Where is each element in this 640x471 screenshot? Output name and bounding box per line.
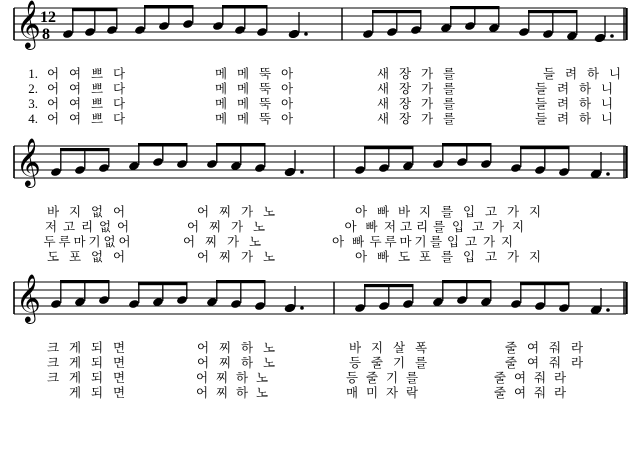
lyric-syllable: 빠 [365,219,378,234]
lyric-syllable: 지 [528,204,542,219]
lyric-syllable: 찌 [208,219,222,234]
lyric-syllable: 찌 [218,204,232,219]
lyric-syllable: 라 [553,370,567,385]
lyric-syllable: 지 [528,249,542,264]
lyric-syllable: 를 [429,234,443,249]
lyric-syllable: 어 [196,340,210,355]
lyric-syllable: 뚝 [258,66,272,81]
lyric-syllable: 가 [240,204,254,219]
lyric-syllable: 아 [280,96,294,111]
lyric-syllable: 여 [68,81,82,96]
lyric-syllable: 들 [534,111,548,126]
lyric-syllable: 라 [570,340,584,355]
lyric-syllable: 여 [513,370,527,385]
lyric-syllable: 포 [418,249,432,264]
lyric-line [12,247,628,262]
lyric-syllable: 하 [578,111,592,126]
lyrics-system-3 [12,338,628,398]
lyric-syllable: 를 [440,204,454,219]
staff-2-notation [12,138,628,200]
lyric-syllable: 뚝 [258,111,272,126]
lyric-syllable: 고 [471,219,485,234]
lyric-syllable: 어 [195,370,209,385]
lyric-syllable: 리 [415,219,429,234]
lyric-syllable: 쁘 [90,111,104,126]
lyric-syllable: 찌 [204,234,218,249]
lyric-syllable: 가 [230,219,244,234]
lyric-syllable: 찌 [215,385,229,400]
lyric-syllable: 도 [397,249,411,264]
lyric-syllable: 리 [80,219,94,234]
lyric-syllable: 노 [255,385,269,400]
music-system-2 [0,138,640,262]
lyric-syllable: 고 [399,219,413,234]
lyric-syllable: 매 [345,385,359,400]
lyric-group [490,383,570,401]
lyric-syllable: 고 [62,219,76,234]
lyric-syllable: 마 [73,234,86,249]
lyric-syllable: 라 [570,355,584,370]
lyric-syllable: 여 [68,66,82,81]
lyric-syllable: 지 [418,204,432,219]
lyric-syllable: 줄 [370,355,384,370]
lyric-syllable: 바 [397,204,411,219]
lyric-syllable: 들 [534,96,548,111]
lyric-syllable: 새 [376,81,390,96]
lyric-syllable: 를 [442,96,456,111]
lyric-syllable: 어 [196,355,210,370]
lyric-syllable: 되 [90,385,104,400]
lyric-syllable: 가 [506,249,520,264]
lyric-syllable: 입 [462,204,476,219]
lyric-syllable: 쁘 [90,81,104,96]
lyric-syllable: 어 [186,219,200,234]
lyrics-system-2 [12,202,628,262]
lyric-syllable: 하 [586,66,600,81]
lyric-syllable: 면 [112,355,126,370]
treble-clef-icon: 𝄞 [16,274,41,322]
lyric-syllable: 아 [354,249,368,264]
lyric-syllable: 하 [578,96,592,111]
lyric-syllable: 줄 [365,370,379,385]
lyric-syllable: 니 [600,81,614,96]
lyric-syllable: 를 [440,249,454,264]
lyric-syllable: 니 [600,111,614,126]
lyric-syllable: 들 [534,81,548,96]
lyric-line [12,383,628,398]
lyric-syllable: 메 [236,81,250,96]
lyric-syllable: 장 [398,111,412,126]
lyric-syllable: 게 [68,340,82,355]
lyric-syllable: 고 [484,204,498,219]
lyric-line [12,368,628,383]
lyric-syllable: 다 [112,111,126,126]
lyric-syllable: 새 [376,111,390,126]
lyric-syllable: 가 [420,66,434,81]
lyric-syllable: 게 [68,370,82,385]
lyric-syllable: 뚝 [258,81,272,96]
lyric-syllable: 니 [608,66,622,81]
lyric-syllable: 노 [262,355,276,370]
lyric-syllable: 기 [385,370,399,385]
lyric-syllable: 아 [280,66,294,81]
lyric-syllable: 를 [414,355,428,370]
lyric-syllable: 락 [405,385,419,400]
verse-number: 3. [28,96,38,111]
lyric-syllable: 줄 [493,385,507,400]
lyric-syllable: 고 [464,234,478,249]
lyric-syllable: 저 [44,219,58,234]
lyric-group [530,109,618,127]
lyric-syllable: 메 [214,96,228,111]
lyric-syllable: 노 [252,219,266,234]
staff-1 [12,0,628,62]
staff-2 [12,138,628,200]
lyric-syllable: 미 [365,385,379,400]
lyric-syllable: 아 [344,219,357,234]
lyric-line [12,79,628,94]
lyric-syllable: 려 [556,81,570,96]
lyric-group [64,383,130,401]
lyric-syllable: 어 [196,204,210,219]
lyric-syllable: 다 [112,81,126,96]
lyric-syllable: 찌 [218,249,232,264]
lyric-syllable: 여 [526,355,540,370]
lyric-line [12,232,628,247]
treble-clef-icon: 𝄞 [16,0,41,48]
lyric-syllable: 자 [385,385,399,400]
lyric-syllable: 어 [46,111,60,126]
lyric-syllable: 메 [236,111,250,126]
lyric-syllable: 폭 [414,340,428,355]
lyric-line [12,353,628,368]
lyric-group [192,247,280,265]
lyric-syllable: 면 [112,370,126,385]
lyric-group [42,247,130,265]
lyric-syllable: 바 [348,340,362,355]
lyric-group [42,109,130,127]
lyric-syllable: 노 [262,249,276,264]
lyric-syllable: 바 [46,204,60,219]
lyric-line [12,202,628,217]
lyric-syllable: 다 [112,96,126,111]
lyric-syllable: 여 [513,385,527,400]
verse-number: 4. [28,111,38,126]
lyric-syllable: 도 [46,249,60,264]
lyric-syllable: 아 [280,111,294,126]
lyric-syllable: 두 [43,234,56,249]
lyric-group [192,383,272,401]
lyric-syllable: 여 [526,340,540,355]
lyrics-system-1 [12,64,628,124]
lyric-syllable: 빠 [351,234,365,249]
lyric-syllable: 다 [112,66,126,81]
lyric-syllable: 메 [214,81,228,96]
lyric-syllable: 메 [214,66,228,81]
lyric-syllable: 살 [392,340,406,355]
lyric-syllable: 찌 [218,340,232,355]
lyric-syllable: 줘 [533,385,547,400]
svg-text:8: 8 [42,26,50,43]
lyric-syllable: 아 [280,81,294,96]
lyric-syllable: 가 [506,204,520,219]
lyric-syllable: 등 [348,355,362,370]
lyric-syllable: 하 [240,340,254,355]
lyric-syllable: 가 [482,234,496,249]
lyric-syllable: 장 [398,81,412,96]
treble-clef-icon: 𝄞 [16,138,41,186]
lyric-syllable: 입 [462,249,476,264]
lyric-syllable: 없 [98,219,112,234]
lyric-syllable: 면 [112,340,126,355]
lyric-syllable: 를 [405,370,419,385]
lyric-syllable: 어 [195,385,209,400]
lyric-syllable: 등 [345,370,359,385]
lyric-syllable: 어 [46,66,60,81]
verse-number: 2. [28,81,38,96]
lyric-syllable: 메 [236,66,250,81]
lyric-syllable: 라 [553,385,567,400]
lyric-syllable: 려 [556,96,570,111]
lyric-syllable: 지 [500,234,514,249]
lyric-syllable: 쁘 [90,96,104,111]
lyric-syllable: 입 [451,219,465,234]
lyric-syllable: 줘 [533,370,547,385]
lyric-syllable: 새 [376,96,390,111]
lyric-syllable: 줄 [504,340,518,355]
lyric-syllable: 크 [46,370,60,385]
lyric-syllable: 려 [564,66,578,81]
lyric-syllable: 니 [600,96,614,111]
lyric-syllable: 줄 [493,370,507,385]
lyric-syllable: 면 [112,385,126,400]
lyric-syllable: 입 [446,234,460,249]
lyric-syllable: 여 [68,96,82,111]
lyric-syllable: 어 [116,219,130,234]
lyric-syllable: 어 [46,96,60,111]
lyric-syllable: 가 [420,81,434,96]
music-system-3 [0,274,640,398]
lyric-syllable: 빠 [376,249,390,264]
lyric-line [12,64,628,79]
lyric-syllable: 를 [442,111,456,126]
lyric-group [372,109,460,127]
lyric-syllable: 지 [511,219,525,234]
lyric-syllable: 포 [68,249,82,264]
lyric-syllable: 없 [103,234,116,249]
lyric-syllable: 가 [491,219,505,234]
lyric-syllable: 줘 [548,355,562,370]
lyric-syllable: 새 [376,66,390,81]
lyric-syllable: 노 [262,204,276,219]
lyric-syllable: 루 [384,234,397,249]
lyric-syllable: 노 [255,370,269,385]
lyric-syllable: 메 [214,111,228,126]
lyric-syllable: 장 [398,96,412,111]
lyric-syllable: 하 [235,370,249,385]
lyric-syllable: 가 [420,96,434,111]
lyric-syllable: 게 [68,385,82,400]
lyric-syllable: 크 [46,355,60,370]
lyric-syllable: 지 [68,204,82,219]
lyric-group [350,247,546,265]
lyric-line [12,338,628,353]
svg-text:12: 12 [40,9,56,26]
lyric-syllable: 어 [196,249,210,264]
lyric-syllable: 저 [383,219,397,234]
music-system-1 [0,0,640,124]
lyric-syllable: 고 [484,249,498,264]
lyric-syllable: 어 [46,81,60,96]
lyric-syllable: 가 [420,111,434,126]
lyric-syllable: 를 [432,219,446,234]
lyric-syllable: 지 [370,340,384,355]
lyric-syllable: 게 [68,355,82,370]
verse-number: 1. [28,66,38,81]
lyric-syllable: 를 [442,66,456,81]
lyric-syllable: 크 [46,340,60,355]
lyric-syllable: 가 [240,249,254,264]
lyric-syllable: 마 [399,234,412,249]
lyric-line [12,109,628,124]
lyric-syllable: 쁘 [90,66,104,81]
lyric-syllable: 가 [226,234,240,249]
lyric-syllable: 노 [262,340,276,355]
lyric-group [210,109,298,127]
staff-3-notation [12,274,628,336]
lyric-syllable: 하 [235,385,249,400]
lyric-syllable: 루 [58,234,71,249]
lyric-syllable: 뚝 [258,96,272,111]
lyric-syllable: 여 [68,111,82,126]
lyric-group [342,383,422,401]
lyric-syllable: 노 [248,234,262,249]
lyric-syllable: 하 [240,355,254,370]
lyric-syllable: 빠 [376,204,390,219]
lyric-syllable: 하 [578,81,592,96]
lyric-syllable: 찌 [215,370,229,385]
lyric-syllable: 없 [90,249,104,264]
lyric-syllable: 기 [392,355,406,370]
lyric-syllable: 어 [112,249,126,264]
lyric-syllable: 어 [182,234,196,249]
lyric-syllable: 되 [90,370,104,385]
lyric-syllable: 줄 [504,355,518,370]
lyric-syllable: 기 [88,234,101,249]
lyric-syllable: 어 [118,234,131,249]
lyric-syllable: 아 [354,204,368,219]
lyric-syllable: 메 [236,96,250,111]
lyric-syllable: 찌 [218,355,232,370]
lyric-syllable: 두 [369,234,382,249]
lyric-syllable: 어 [112,204,126,219]
lyric-syllable: 를 [442,81,456,96]
staff-3 [12,274,628,336]
lyric-syllable: 아 [331,234,345,249]
lyric-syllable: 되 [90,340,104,355]
lyric-syllable: 되 [90,355,104,370]
lyric-syllable: 줘 [548,340,562,355]
lyric-syllable: 기 [414,234,427,249]
lyric-syllable: 려 [556,111,570,126]
staff-1-notation [12,0,628,62]
lyric-line [12,94,628,109]
lyric-syllable: 장 [398,66,412,81]
lyric-syllable: 들 [542,66,556,81]
lyric-syllable: 없 [90,204,104,219]
